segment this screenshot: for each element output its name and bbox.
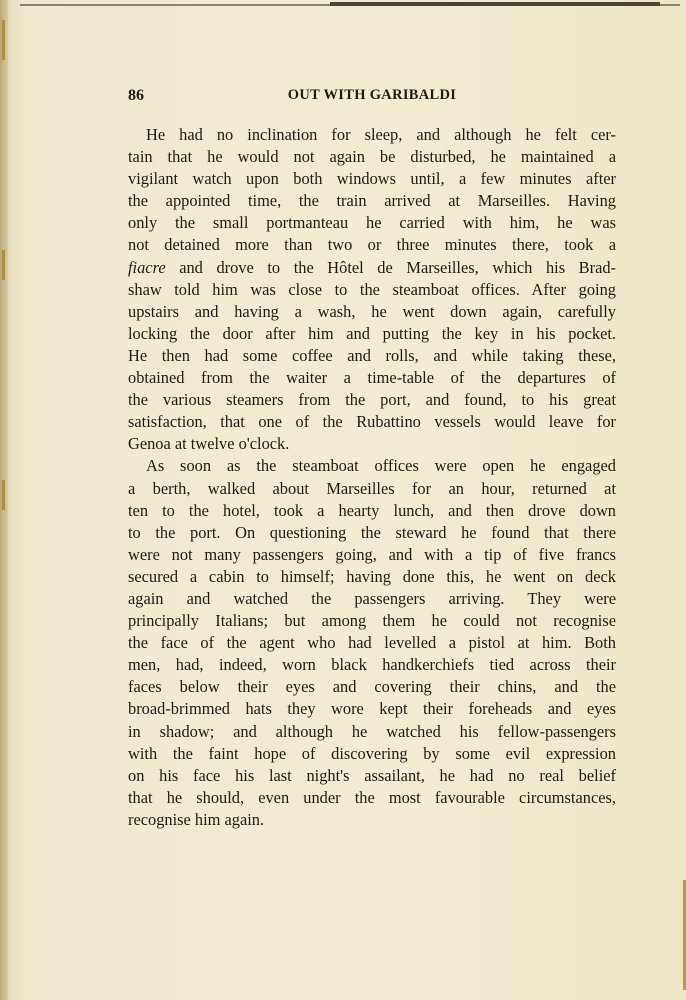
page-number: 86 bbox=[128, 87, 144, 104]
text-line: not detained more than two or three minutes there, took a bbox=[128, 235, 616, 255]
text-line: broad-brimmed hats they wore kept their foreheads and eyes bbox=[128, 699, 616, 719]
binding-stain-mark bbox=[2, 20, 5, 60]
text-line: that he should, even under the most favourable circumstances, bbox=[128, 787, 616, 807]
text-line: fiacre and drove to the Hôtel de Marseilles, which his Brad- bbox=[128, 257, 616, 277]
paragraph bbox=[128, 124, 616, 455]
text-line: satisfaction, that one of the Rubattino vessels would leave for bbox=[128, 412, 616, 432]
binding-stain-mark bbox=[2, 250, 5, 280]
text-line: faces below their eyes and covering their chins, and the bbox=[128, 677, 616, 697]
text-line: principally Italians; but among them he could not recognise bbox=[128, 611, 616, 631]
binding-stain-mark bbox=[2, 480, 5, 510]
paragraph bbox=[128, 455, 616, 831]
text-line: vigilant watch upon both windows until, a few minutes after bbox=[128, 169, 616, 189]
text-line: upstairs and having a wash, he went down again, carefully bbox=[128, 301, 616, 321]
text-line: secured a cabin to himself; having done this, he went on deck bbox=[128, 566, 616, 586]
text-line: the face of the agent who had levelled a pistol at him. Both bbox=[128, 633, 616, 653]
text-line: on his face his last night's assailant, he had no real belief bbox=[128, 765, 616, 785]
running-title: OUT WITH GARIBALDI bbox=[287, 87, 457, 103]
text-line: recognise him again. bbox=[128, 809, 265, 829]
top-scan-rule-dark bbox=[330, 2, 660, 6]
text-line: As soon as the steamboat offices were open he engaged bbox=[146, 456, 616, 476]
text-line: He then had some coffee and rolls, and while taking these, bbox=[128, 345, 616, 365]
text-line: ten to the hotel, took a hearty lunch, and then drove down bbox=[128, 500, 616, 520]
text-line: with the faint hope of discovering by some evil expression bbox=[128, 743, 616, 763]
text-line: to the port. On questioning the steward he found that there bbox=[128, 522, 616, 542]
text-line: obtained from the waiter a time-table of the departures of bbox=[128, 368, 616, 388]
text-line: He had no inclination for sleep, and although he felt cer- bbox=[146, 125, 616, 144]
text-line: Genoa at twelve o'clock. bbox=[128, 434, 290, 454]
text-line: tain that he would not again be disturbed, he maintained a bbox=[128, 147, 616, 167]
text-line: again and watched the passengers arriving. They were bbox=[128, 588, 616, 608]
text-line: shaw told him was close to the steamboat offices. After going bbox=[128, 279, 616, 299]
body-text bbox=[128, 124, 616, 831]
text-line: a berth, walked about Marseilles for an hour, returned at bbox=[128, 478, 616, 498]
text-line: men, had, indeed, worn black handkerchiefs tied across their bbox=[128, 655, 616, 675]
text-line: were not many passengers going, and with a tip of five francs bbox=[128, 544, 616, 564]
text-line: only the small portmanteau he carried with him, he was bbox=[128, 213, 616, 233]
running-header bbox=[128, 87, 616, 109]
text-line: locking the door after him and putting the key in his pocket. bbox=[128, 323, 616, 343]
text-line: in shadow; and although he watched his fellow-passengers bbox=[128, 721, 616, 741]
text-line: the various steamers from the port, and found, to his great bbox=[128, 390, 616, 410]
text-line: the appointed time, the train arrived at Marseilles. Having bbox=[128, 191, 616, 211]
